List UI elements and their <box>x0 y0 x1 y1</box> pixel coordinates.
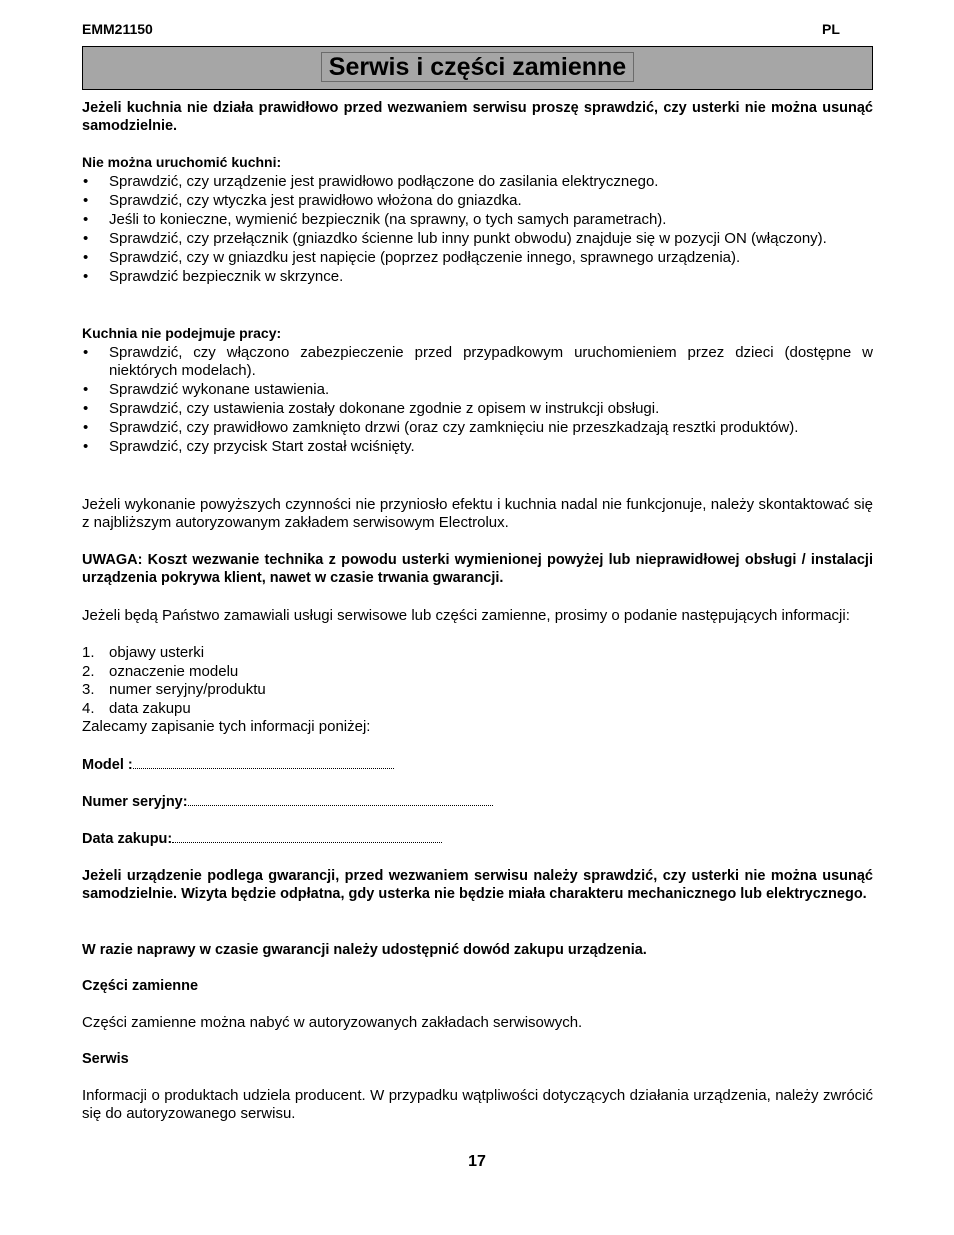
section2-heading: Kuchnia nie podejmuje pracy: <box>82 325 282 341</box>
list-item: • Sprawdzić, czy prawidłowo zamknięto drzwi (oraz czy zamknięciu nie przeszkadzają resztki produktów). <box>83 419 799 436</box>
list-item: 2. oznaczenie modelu <box>82 662 239 680</box>
service-heading: Serwis <box>82 1051 129 1067</box>
list-item: • Sprawdzić, czy przełącznik (gniazdko ścienne lub inny punkt obwodu) znajduje się w pozycji ON (włączony). <box>83 230 827 247</box>
title-banner <box>82 46 873 90</box>
parts-heading: Części zamienne <box>82 978 199 994</box>
bullet-icon: • <box>83 268 89 285</box>
serial-field-line[interactable] <box>188 804 493 806</box>
bullet-icon: • <box>83 419 89 436</box>
date-field-row <box>82 830 873 848</box>
header-model: EMM21150 <box>82 21 153 37</box>
model-field-row <box>82 756 873 774</box>
warning-paragraph: UWAGA: Koszt wezwanie technika z powodu usterki wymienionej powyżej lub nieprawidłowej obsługi / instalacji urządzenia pokrywa klient, nawet w czasie trwania gwarancji. <box>82 552 873 586</box>
service-text: Informacji o produktach udziela producent. W przypadku wątpliwości dotyczących działania urządzenia, należy zwrócić się do autoryzowanego serwisu. <box>82 1087 873 1122</box>
order-list <box>82 644 873 718</box>
list-item: • Sprawdzić wykonane ustawienia. <box>83 381 330 398</box>
list-item: 3. numer seryjny/produktu <box>82 681 266 698</box>
bullet-icon: • <box>83 344 89 361</box>
recommend-text: Zalecamy zapisanie tych informacji poniżej: <box>82 718 371 735</box>
list-item: • Sprawdzić, czy przycisk Start został wciśnięty. <box>83 438 415 455</box>
list-item: • Sprawdzić, czy ustawienia zostały dokonane zgodnie z opisem w instrukcji obsługi. <box>83 400 660 417</box>
serial-field-row <box>82 793 873 811</box>
proof-paragraph: W razie naprawy w czasie gwarancji należy udostępnić dowód zakupu urządzenia. <box>82 942 647 958</box>
order-info-paragraph: Jeżeli będą Państwo zamawiali usługi serwisowe lub części zamienne, prosimy o podanie następujących informacji: <box>82 607 850 624</box>
list-item: • Sprawdzić, czy włączono zabezpieczenie przed przypadkowym uruchomieniem przez dzieci (dostępne w niektórych modelach). <box>83 344 873 379</box>
bullet-icon: • <box>83 192 89 209</box>
list-item: • Sprawdzić bezpiecznik w skrzynce. <box>83 268 344 285</box>
model-field-line[interactable] <box>133 767 394 769</box>
section2-list <box>82 344 873 457</box>
model-field-label: Model : <box>82 757 133 773</box>
bullet-icon: • <box>83 400 89 417</box>
section1-heading: Nie można uruchomić kuchni: <box>82 154 282 170</box>
warranty-paragraph: Jeżeli urządzenie podlega gwarancji, przed wezwaniem serwisu należy sprawdzić, czy usterki nie można usunąć samodzielnie. Wizyta będzie odpłatna, gdy usterka nie będzie miała charakteru mechanicznego lub elektrycznego. <box>82 868 873 902</box>
bullet-icon: • <box>83 438 89 455</box>
bullet-icon: • <box>83 230 89 247</box>
bullet-icon: • <box>83 381 89 398</box>
header-language: PL <box>822 21 840 37</box>
parts-text: Części zamienne można nabyć w autoryzowanych zakładach serwisowych. <box>82 1014 583 1031</box>
list-item: • Sprawdzić, czy urządzenie jest prawidłowo podłączone do zasilania elektrycznego. <box>83 173 659 190</box>
list-item: • Sprawdzić, czy wtyczka jest prawidłowo włożona do gniazdka. <box>83 192 522 209</box>
date-field-label: Data zakupu: <box>82 831 173 847</box>
bullet-icon: • <box>83 173 89 190</box>
list-item: • Jeśli to konieczne, wymienić bezpiecznik (na sprawny, o tych samych parametrach). <box>83 211 667 228</box>
contact-paragraph: Jeżeli wykonanie powyższych czynności nie przyniosło efektu i kuchnia nadal nie funkcjonuje, należy skontaktować się z najbliższym autoryzowanym zakładem serwisowym Electrolux. <box>82 496 873 531</box>
intro-paragraph: Jeżeli kuchnia nie działa prawidłowo przed wezwaniem serwisu proszę sprawdzić, czy usterki nie można usunąć samodzielnie. <box>82 100 873 134</box>
bullet-icon: • <box>83 211 89 228</box>
page-number: 17 <box>468 1153 486 1170</box>
serial-field-label: Numer seryjny: <box>82 794 188 810</box>
list-item: • Sprawdzić, czy w gniazdku jest napięcie (poprzez podłączenie innego, sprawnego urządzenia). <box>83 249 741 266</box>
bullet-icon: • <box>83 249 89 266</box>
list-item: 4. data zakupu <box>82 699 191 717</box>
section1-list <box>82 173 873 287</box>
list-item: 1. objawy usterki <box>82 644 205 661</box>
date-field-line[interactable] <box>172 841 442 843</box>
page-title: Serwis i części zamienne <box>321 52 634 82</box>
